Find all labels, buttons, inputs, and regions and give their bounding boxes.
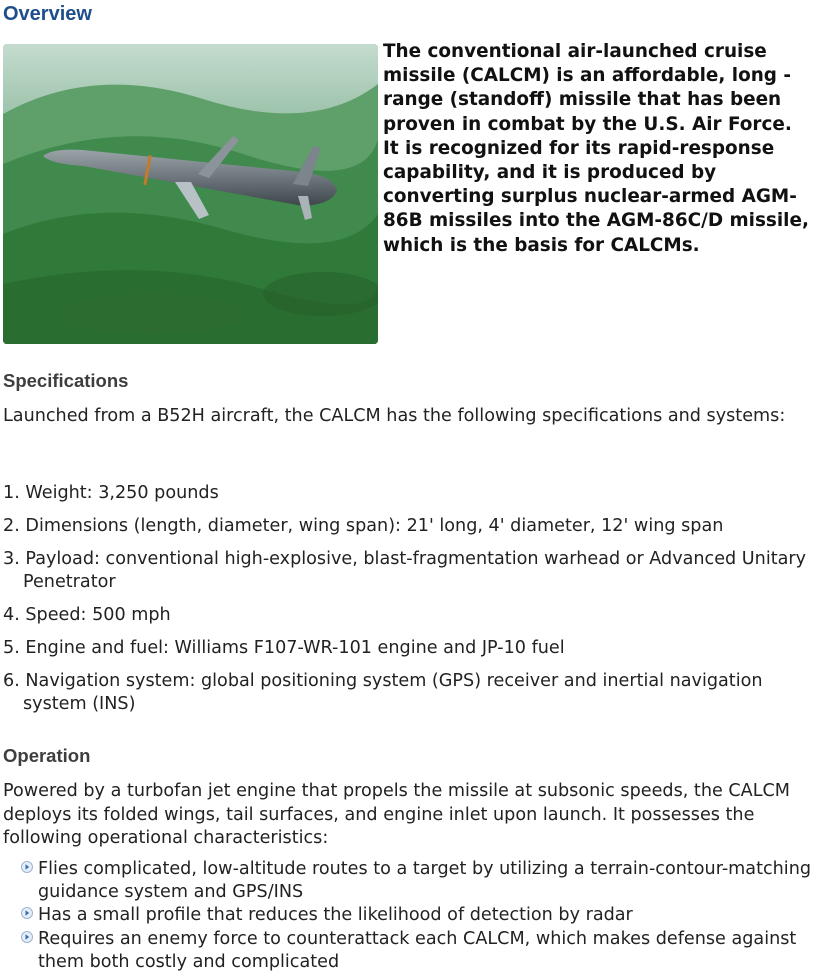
missile-illustration [3, 44, 378, 344]
specifications-intro: Launched from a B52H aircraft, the CALCM has the following specifications and systems: [3, 406, 786, 426]
list-item [20, 858, 815, 904]
list-item [3, 637, 815, 660]
item-text: Weight: 3,250 pounds [25, 483, 219, 503]
item-text: Navigation system: global positioning system (GPS) receiver and inertial navigation system (INS) [23, 671, 763, 714]
operation-intro: Powered by a turbofan jet engine that propels the missile at subsonic speeds, the CALCM deploys its folded wings, tail surfaces, and engine inlet upon launch. It possesses the following operational characteristics: [3, 781, 790, 848]
item-number: 4. [3, 605, 20, 625]
item-text: Dimensions (length, diameter, wing span): 21' long, 4' diameter, 12' wing span [25, 516, 724, 536]
arrow-bullet-icon [21, 907, 33, 919]
list-item [20, 928, 815, 974]
item-number: 3. [3, 549, 20, 569]
list-item [3, 548, 815, 594]
item-number: 2. [3, 516, 20, 536]
list-item [3, 604, 815, 627]
operation-list [20, 858, 815, 974]
arrow-bullet-icon [21, 931, 33, 943]
list-item [3, 515, 815, 538]
arrow-bullet-icon [21, 861, 33, 873]
item-text: Flies complicated, low-altitude routes to a target by utilizing a terrain-contour-matching guidance system and GPS/INS [38, 859, 812, 903]
item-text: Has a small profile that reduces the likelihood of detection by radar [38, 905, 633, 926]
list-item [20, 904, 815, 927]
missile-photo [3, 44, 378, 344]
list-item [3, 482, 815, 505]
operation-heading: Operation [3, 745, 91, 766]
specifications-list [3, 482, 815, 726]
list-item [3, 670, 815, 716]
item-number: 6. [3, 671, 20, 691]
item-number: 5. [3, 638, 20, 658]
specifications-heading: Specifications [3, 370, 129, 391]
item-text: Payload: conventional high-explosive, blast-fragmentation warhead or Advanced Unitary Penetrator [23, 549, 807, 592]
item-text: Requires an enemy force to counterattack each CALCM, which makes defense against them both costly and complicated [38, 928, 797, 972]
overview-intro: The conventional air-launched cruise missile (CALCM) is an affordable, long -range (standoff) missile that has been proven in combat by the U.S. Air Force. It is recognized for its rapid-response capability, and it is produced by converting surplus nuclear-armed AGM-86B missiles into the AGM-86C/D missile, which is the basis for CALCMs. [383, 41, 809, 256]
item-number: 1. [3, 483, 20, 503]
item-text: Speed: 500 mph [25, 605, 171, 625]
overview-heading: Overview [3, 3, 92, 25]
item-text: Engine and fuel: Williams F107-WR-101 engine and JP-10 fuel [25, 638, 565, 658]
